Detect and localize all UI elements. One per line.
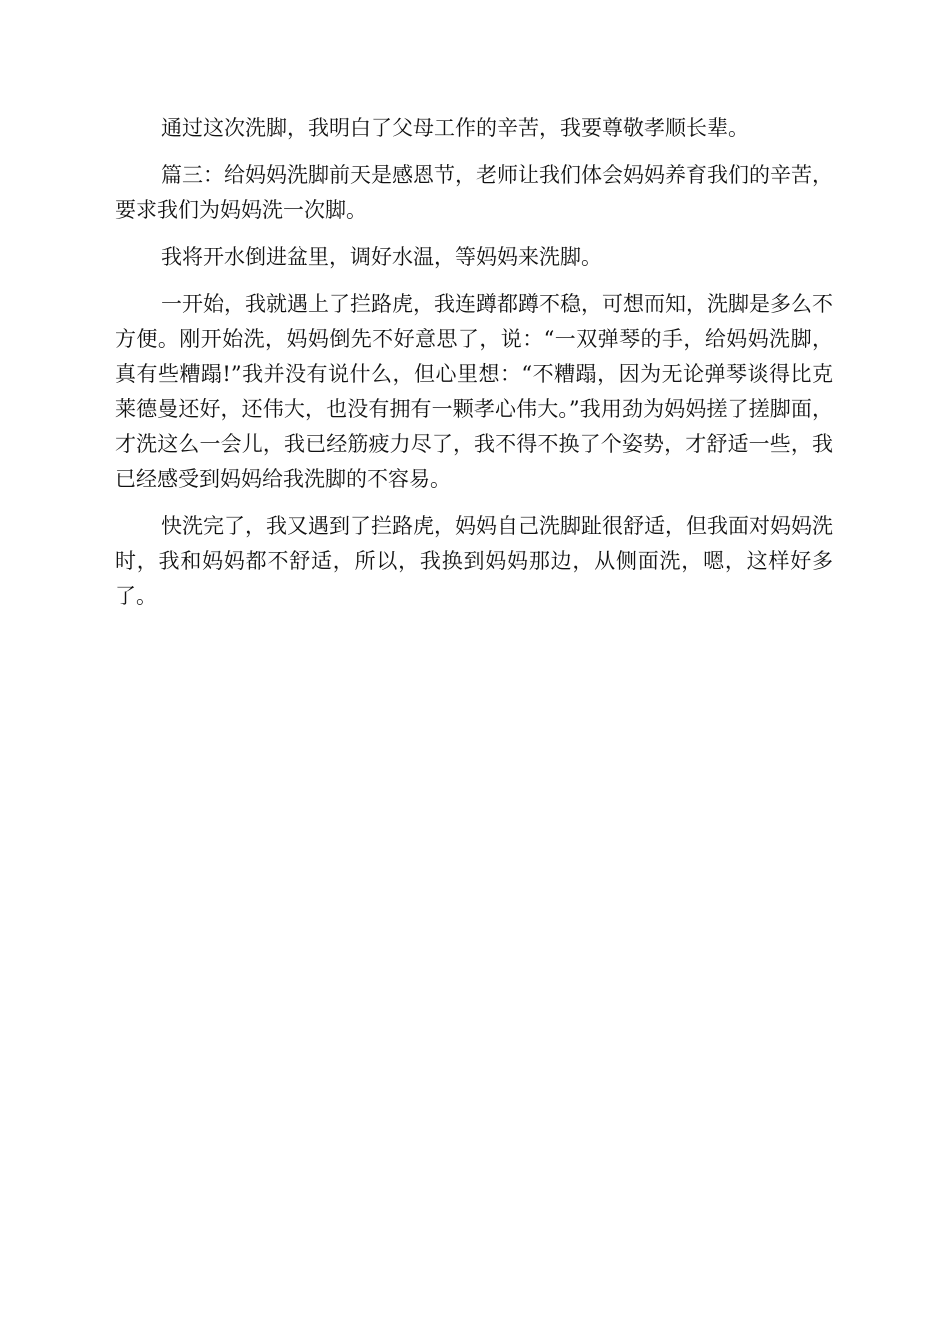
paragraph-3: 我将开水倒进盆里，调好水温，等妈妈来洗脚。 bbox=[161, 245, 602, 269]
document-body bbox=[115, 111, 833, 626]
paragraph-2: 篇三：给妈妈洗脚前天是感恩节，老师让我们体会妈妈养育我们的辛苦，要求我们为妈妈洗一次脚。 bbox=[115, 163, 833, 222]
paragraph-4: 一开始，我就遇上了拦路虎，我连蹲都蹲不稳，可想而知，洗脚是多么不方便。刚开始洗，妈妈倒先不好意思了，说：“一双弹琴的手，给妈妈洗脚，真有些糟蹋!”我并没有说什么，但心里想：“不糟蹋，因为无论弹琴谈得比克莱德曼还好，还伟大，也没有拥有一颗孝心伟大。”我用劲为妈妈搓了搓脚面，才洗这么一会儿，我已经筋疲力尽了，我不得不换了个姿势，才舒适一些，我已经感受到妈妈给我洗脚的不容易。 bbox=[115, 292, 833, 491]
paragraph-1: 通过这次洗脚，我明白了父母工作的辛苦，我要尊敬孝顺长辈。 bbox=[161, 116, 749, 140]
paragraph-5: 快洗完了，我又遇到了拦路虎，妈妈自己洗脚趾很舒适，但我面对妈妈洗时，我和妈妈都不舒适，所以，我换到妈妈那边，从侧面洗，嗯，这样好多了。 bbox=[115, 514, 833, 608]
